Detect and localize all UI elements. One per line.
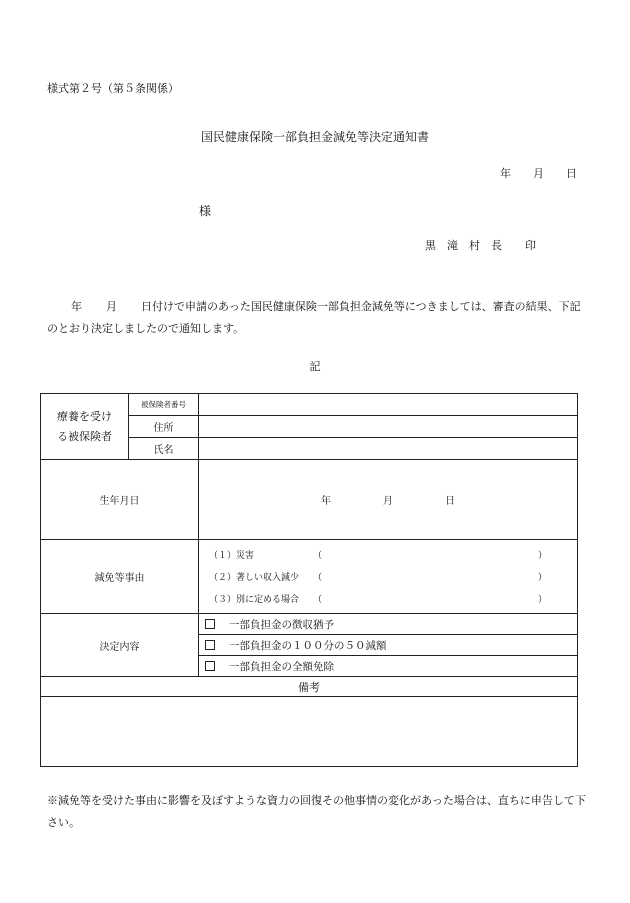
decision-label: 決定内容 [41, 614, 199, 677]
reason-list [199, 540, 578, 614]
checkbox-icon[interactable] [205, 661, 215, 671]
addressee-suffix: 様 [199, 204, 212, 218]
body-month-label: 月 [106, 300, 117, 313]
decision-option[interactable] [199, 656, 577, 676]
footnote: ※減免等を受けた事由に影響を及ぼすような資力の回復その他事情の変化があった場合は、直ちに申告して下さい。 [47, 794, 586, 829]
remarks-label: 備考 [41, 677, 578, 697]
date-year-label: 年 [500, 167, 511, 180]
paren-open: （ [313, 573, 323, 583]
checkbox-icon[interactable] [205, 640, 215, 650]
insured-number-field[interactable] [199, 394, 578, 416]
dob-field[interactable] [199, 460, 578, 540]
form-code: 様式第２号（第５条関係） [47, 82, 179, 95]
address-label: 住所 [129, 416, 199, 438]
insured-number-label: 被保険者番号 [129, 394, 199, 416]
insured-group-label: 療養を受ける被保険者 [41, 394, 129, 460]
ki-heading: 記 [309, 360, 321, 373]
reason-item-label: （２）著しい収入減少 [209, 573, 300, 583]
dob-month-label: 月 [383, 496, 393, 507]
checkbox-icon[interactable] [205, 619, 215, 629]
name-field[interactable] [199, 438, 578, 460]
seal-mark: 印 [525, 239, 547, 252]
issue-date [500, 165, 577, 181]
paren-open: （ [313, 595, 323, 605]
dob-year-label: 年 [321, 496, 331, 507]
issuer-line [425, 237, 547, 253]
paren-close: ） [537, 551, 547, 561]
reason-item-label: （１）災害 [209, 551, 255, 561]
issuer-name: 黒滝村長 [425, 239, 513, 252]
paren-close: ） [537, 595, 547, 605]
name-label: 氏名 [129, 438, 199, 460]
decision-options [199, 614, 578, 677]
dob-label: 生年月日 [41, 460, 199, 540]
dob-day-label: 日 [445, 496, 455, 507]
address-field[interactable] [199, 416, 578, 438]
reason-item[interactable] [199, 588, 577, 610]
decision-option[interactable] [199, 635, 577, 656]
body-text: 日付けで申請のあった国民健康保険一部負担金減免等につきましては、審査の結果、下記のとおり決定しましたので通知します。 [47, 300, 581, 335]
reason-item-label: （３）別に定める場合 [209, 595, 300, 605]
paren-open: （ [313, 551, 323, 561]
date-month-label: 月 [533, 167, 544, 180]
document-title: 国民健康保険一部負担金減免等決定通知書 [200, 130, 429, 144]
decision-option-label: 一部負担金の全額免除 [229, 660, 334, 673]
reason-label: 減免等事由 [41, 540, 199, 614]
decision-option[interactable] [199, 614, 577, 635]
body-year-label: 年 [71, 300, 82, 313]
decision-table [40, 393, 578, 767]
notice-body [47, 296, 587, 340]
decision-option-label: 一部負担金の徴収猶予 [229, 618, 334, 631]
date-day-label: 日 [566, 167, 577, 180]
reason-item[interactable] [199, 566, 577, 588]
paren-close: ） [537, 573, 547, 583]
decision-option-label: 一部負担金の１００分の５０減額 [229, 639, 387, 652]
reason-item[interactable] [199, 544, 577, 566]
remarks-field[interactable] [41, 697, 578, 767]
